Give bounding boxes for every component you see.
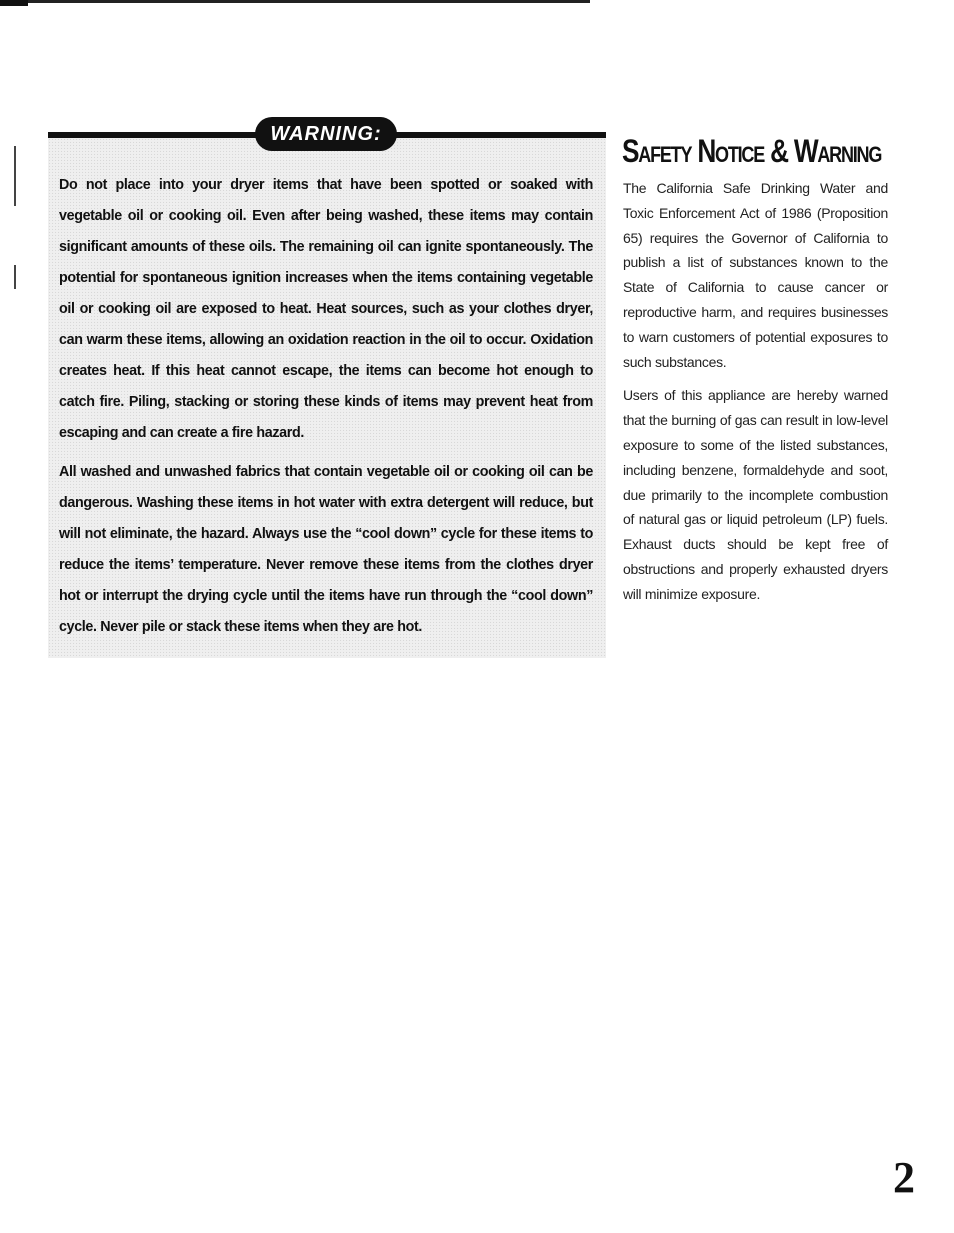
warning-paragraph: All washed and unwashed fabrics that contain vegetable oil or cooking oil can be dangerous. Washing these items in hot water with extra detergent will reduce, but will not eliminate, the hazard. Always use the “cool down” cycle for these items to reduce the items’ temperature. Never remove these items from the clothes dryer hot or interrupt the drying cycle until the items have run through the “cool down” cycle. Never pile or stack these items when they are hot. bbox=[59, 464, 593, 635]
top-rule-tick bbox=[0, 0, 28, 6]
safety-notice-paragraph: The California Safe Drinking Water and Toxic Enforcement Act of 1986 (Proposition 65) requires the Governor of California to publish a list of substances known to the State of California to cause cancer or reproductive harm, and requires businesses to warn customers of potential exposures to such substances. bbox=[623, 180, 888, 370]
safety-notice-paragraph: Users of this appliance are hereby warned that the burning of gas can result in low-level exposure to some of the listed substances, including benzene, formaldehyde and soot, due primarily to the incomplete combustion of natural gas or liquid petroleum (LP) fuels. Exhaust ducts should be kept free of obstructions and properly exhausted dryers will minimize exposure. bbox=[623, 387, 888, 602]
top-rule bbox=[0, 0, 590, 3]
warning-panel bbox=[48, 122, 606, 658]
safety-notice-body bbox=[623, 176, 888, 607]
warning-body bbox=[59, 170, 593, 643]
page-number: 2 bbox=[893, 1153, 915, 1202]
warning-paragraph: Do not place into your dryer items that have been spotted or soaked with vegetable oil or cooking oil. Even after being washed, these items may contain significant amounts of these oils. The remaining oil can ignite spontaneously. The potential for spontaneous ignition increases when the items containing vegetable oil or cooking oil are exposed to heat. Heat sources, such as your clothes dryer, can warm these items, allowing an oxidation reaction in the oil to occur. Oxidation creates heat. If this heat cannot escape, the items can become hot enough to catch fire. Piling, stacking or storing these kinds of items may prevent heat from escaping and can create a fire hazard. bbox=[59, 177, 593, 441]
margin-mark bbox=[14, 265, 16, 289]
margin-mark bbox=[14, 146, 16, 206]
safety-notice-title: Safety Notice & Warning bbox=[622, 133, 882, 169]
warning-badge bbox=[255, 117, 397, 151]
warning-heading: WARNING: bbox=[270, 122, 382, 145]
